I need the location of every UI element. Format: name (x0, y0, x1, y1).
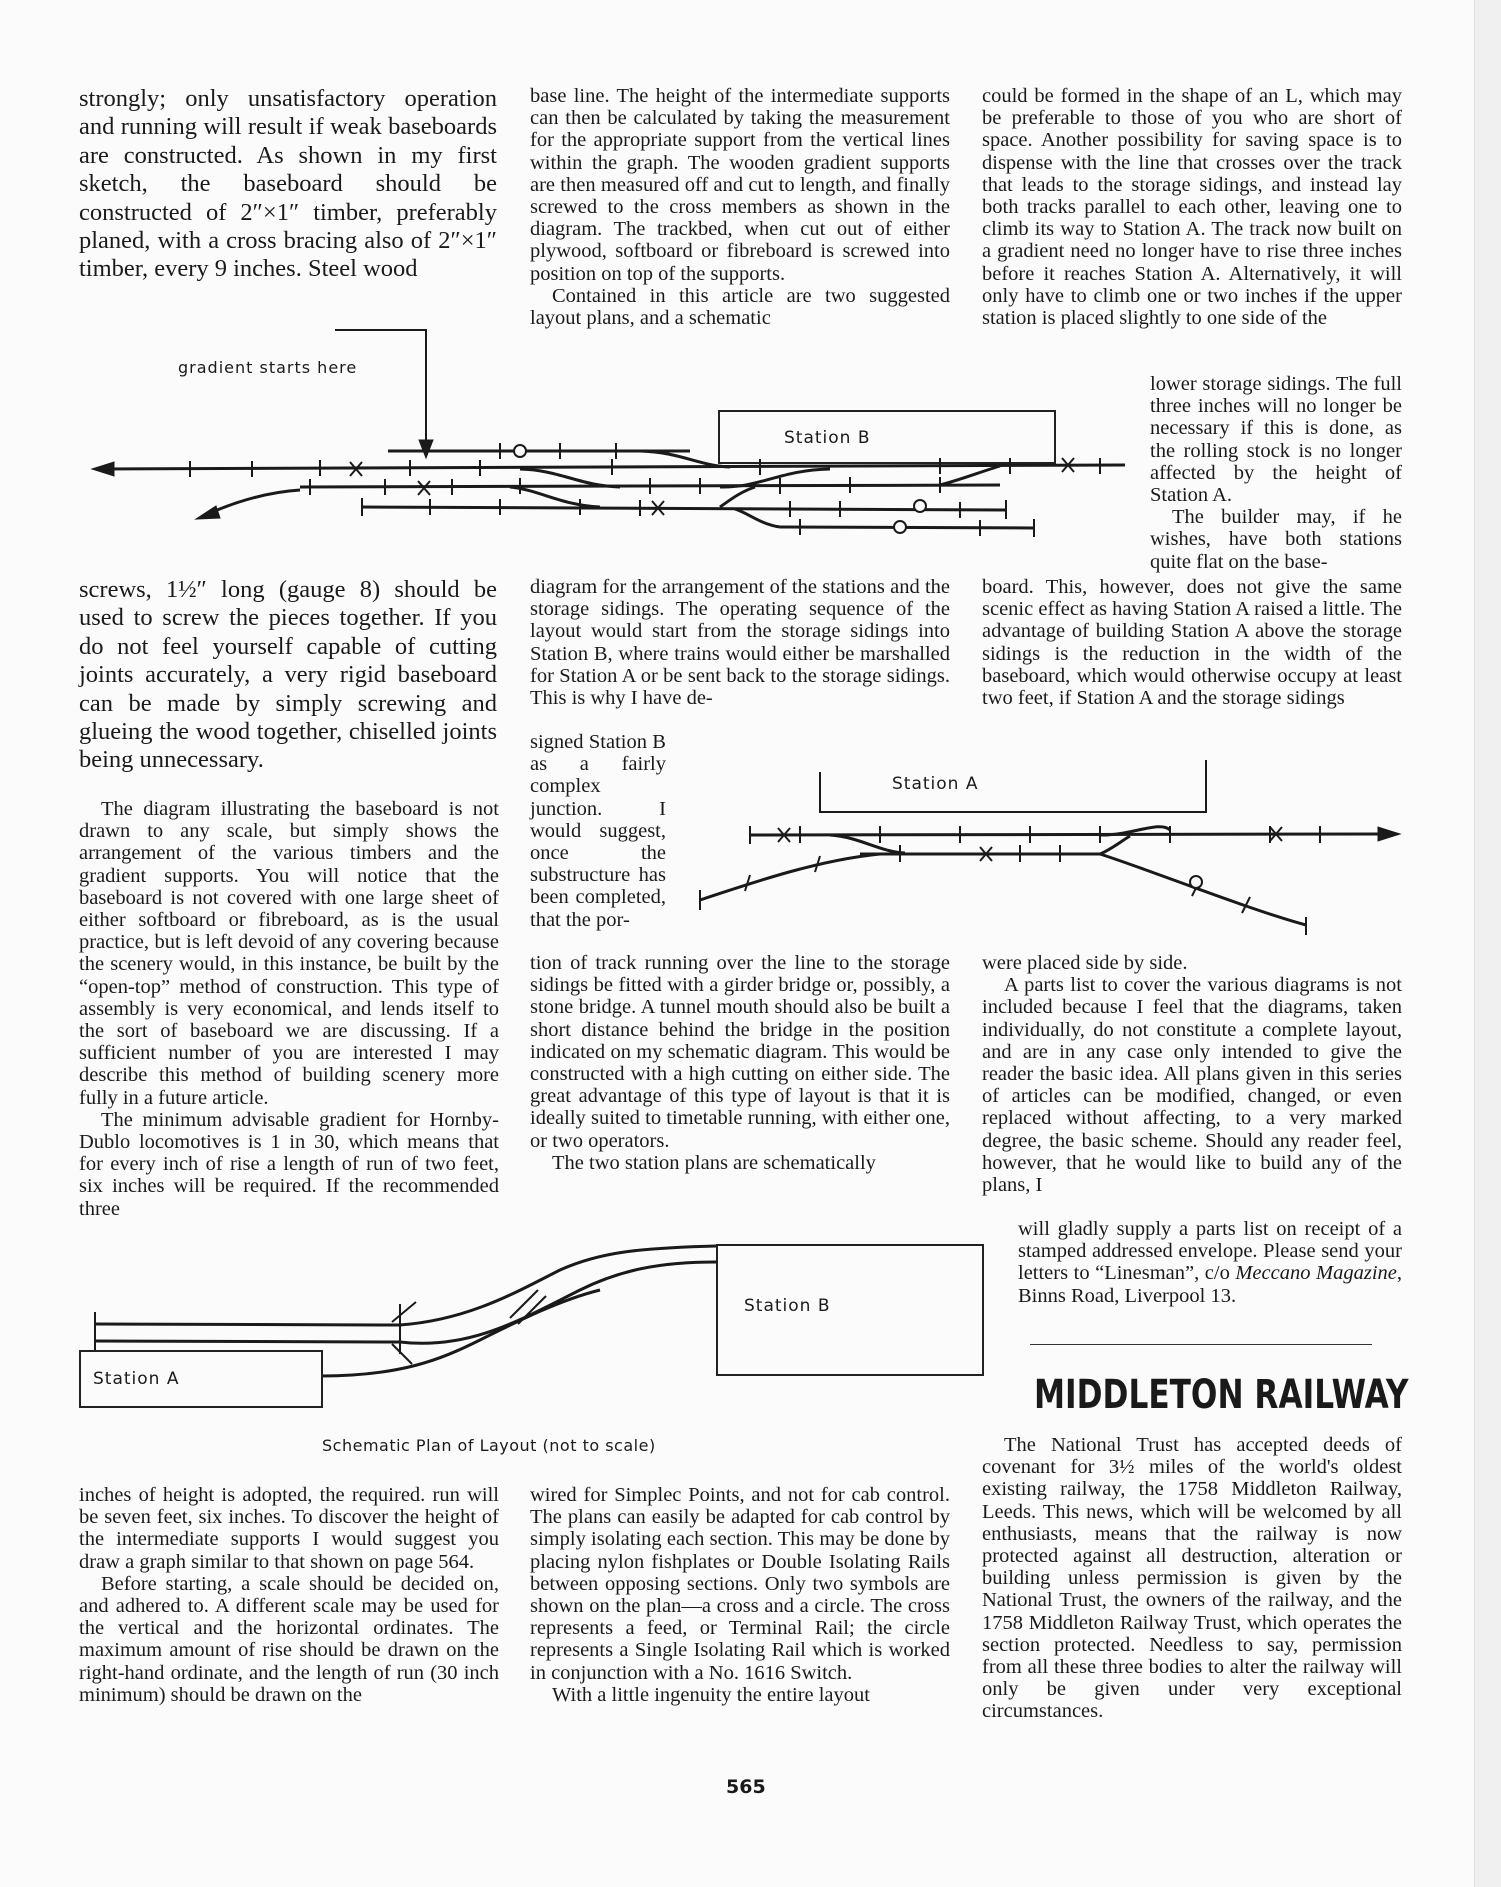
schematic-station-a-label: Station A (93, 1369, 180, 1389)
schematic-station-b-label: Station B (744, 1296, 831, 1316)
schematic-track-to-b-upper (400, 1246, 716, 1325)
paragraph: The minimum advisable gradient for Hornby-Dublo locomotives is 1 in 30, which means that for every inch of rise a length of run of two feet, six inches will be required. If the recommended three (79, 1108, 499, 1220)
paragraph: could be formed in the shape of an L, which may be preferable to those of you who are short of space. Another possibility for saving space is to dispense with the line that crosses over the track that leads to the storage sidings, and instead lay both tracks parallel to each other, leaving one to climb its way to Station A. The track now built on a gradient need no longer have to rise three inches before it reaches Station A. Alternatively, it will only have to climb one or two inches if the upper station is placed slightly to one side of the (982, 85, 1402, 330)
a-crossover-2 (1100, 827, 1170, 835)
fourth-track (780, 527, 1034, 528)
paragraph: wired for Simplec Points, and not for cab control. The plans can easily be adapted for cab control by simply isolating each section. This may be done by placing nylon fishplates or Double Isolating Rails between opposing sections. Only two symbols are shown on the plan—a cross and a circle. The cross represents a feed, or Terminal Rail; the circle represents a Single Isolating Rail which is worked in conjunction with a No. 1616 Switch. (530, 1484, 950, 1684)
paragraph: The National Trust has accepted deeds of covenant for 3½ miles of the world's oldest existing railway, the 1758 Middleton Railway, Leeds. This news, which will be welcomed by all enthusiasts, means that the railway is now protected against all destruction, alteration or building unless permission is given by the National Trust, the owners of the railway, and the 1758 Middleton Railway Trust, which operates the section protected. Needless to say, permission from all these three bodies to alter the railway will only be given under very exceptional circumstances. (982, 1434, 1402, 1723)
col2-mid-text-a (530, 576, 950, 709)
paragraph: Contained in this article are two suggested layout plans, and a schematic (530, 284, 950, 330)
magazine-name: Meccano Magazine (1235, 1262, 1397, 1285)
a-isolating-rail-circle (1190, 876, 1202, 888)
a-join (1100, 836, 1130, 854)
bridge-mark (510, 1290, 538, 1318)
sidebar-title: MIDDLETON RAILWAY (1034, 1372, 1409, 1418)
paragraph: were placed side by side. (982, 952, 1188, 974)
paragraph: diagram for the arrangement of the stations and the storage sidings. The operating sequence of the layout would start from the storage sidings into Station B, where trains would either be marshalled for Station A or be sent back to the storage sidings. This is why I have de- (530, 576, 950, 710)
col3-top-text (982, 85, 1402, 329)
col1-mid-big-text (79, 576, 497, 775)
col2-mid-narrow-text (530, 731, 666, 931)
schematic-track-upper (95, 1324, 400, 1325)
tunnel-mouth-edge (392, 1344, 412, 1364)
col2-bottom-text (530, 1484, 950, 1706)
third-track (362, 507, 1006, 510)
gradient-label: gradient starts here (178, 358, 358, 377)
sidebar-text (982, 1434, 1402, 1723)
paragraph: signed Station B as a fairly complex junction. I would suggest, once the substructure has been completed, that the por- (530, 731, 666, 931)
second-track (300, 485, 1000, 487)
paragraph: A parts list to cover the various diagrams is not included because I feel that the diagrams, taken individually, do not constitute a complete layout, and are in any case only intended to give the reader the basic idea. All plans given in this series of articles can be modified, changed, or even replaced without affecting, to a very marked degree, the basic scheme. Should any reader feel, however, that he would like to build any of the plans, I (982, 974, 1402, 1197)
col1-mid-text (79, 798, 499, 1220)
paragraph: With a little ingenuity the entire layout (552, 1683, 870, 1706)
feed-rail-crosses (350, 458, 1074, 515)
a-track-ticks (745, 826, 1320, 913)
bridge-mark (518, 1296, 546, 1324)
col2-mid-text-b (530, 952, 950, 1174)
col3-mid-text (982, 576, 1402, 709)
text-run: will gladly supply a parts list on receipt of a stamped addressed envelope. Please send your letters to “Linesman”, c/o (1018, 1218, 1402, 1285)
crossover-3 (940, 466, 1000, 485)
schematic-track-to-b-lower (400, 1262, 716, 1343)
a-feed-rail-crosses (778, 827, 1282, 861)
schematic-caption: Schematic Plan of Layout (not to scale) (322, 1436, 656, 1455)
col1-bottom-text (79, 1484, 499, 1706)
paragraph: lower storage sidings. The full three inches will no longer be necessary if this is done, as the rolling stock is no longer affected by the height of Station A. (1150, 373, 1402, 507)
col3-low-text (982, 952, 1402, 1196)
paragraph (1018, 1218, 1402, 1307)
gradient-pointer-line (335, 330, 426, 455)
paragraph: inches of height is adopted, the required. run will be seven feet, six inches. To discover the height of the intermediate supports I would suggest you draw a graph similar to that shown on page 564. (79, 1484, 499, 1573)
fourth-branch-curve (735, 509, 780, 527)
text-run: , Binns Road, Liverpool 13. (1018, 1262, 1402, 1307)
tunnel-mouth-edge (392, 1302, 416, 1322)
lower-branch (210, 490, 300, 513)
crossover-2 (720, 469, 830, 487)
paragraph: The two station plans are schematically (552, 1151, 876, 1174)
station-a-outline (820, 760, 1206, 812)
col1-top-text (79, 85, 497, 284)
paragraph: screws, 1½″ long (gauge 8) should be used to screw the pieces together. If you do not feel yourself capable of cutting joints accurately, a very rigid baseboard can be made by simply screwing and glueing the wood together, chiselled joints being unnecessary. (79, 576, 497, 774)
crossover-1 (520, 469, 620, 487)
paragraph: The diagram illustrating the baseboard is not drawn to any scale, but simply shows the arrangement of the various timbers and the gradient supports. You will notice that the baseboard is not covered with one large sheet of either softboard or fibreboard, as is the usual practice, but is left devoid of any covering because the scenery would, in this instance, be built by the “open-top” method of construction. This type of assembly is very economical, and lends itself to the sort of baseboard we are discussing. If a sufficient number of you are interested I may describe this method of building scenery more fully in a future article. (79, 798, 499, 1109)
paragraph: base line. The height of the intermediate supports can then be calculated by taking the measurement for the appropriate support from the vertical lines within the graph. The wooden gradient supports are then measured off and cut to length, and finally screwed to the cross members as shown in the diagram. The trackbed, when cut out of either plywood, softboard or fibreboard is screwed into position on top of the supports. (530, 85, 950, 285)
gradient-arrow-head (419, 440, 433, 458)
main-line-track (100, 465, 1125, 469)
schematic-track-lower (95, 1341, 400, 1342)
scan-edge (1474, 0, 1501, 1887)
paragraph: Before starting, a scale should be decided on, and adhered to. A different scale may be used for the vertical and the horizontal ordinates. The maximum amount of rise should be drawn on the right-hand ordinate, and the length of run (30 inch minimum) should be drawn on the (79, 1572, 499, 1706)
schematic-track-to-a (320, 1290, 600, 1376)
crossover-5 (720, 487, 755, 507)
station-b-label: Station B (784, 428, 871, 448)
a-branch-right (1100, 854, 1306, 925)
station-b-box (718, 410, 1056, 464)
lower-branch-arrow (196, 506, 220, 519)
a-branch-left (700, 854, 880, 900)
paragraph: tion of track running over the line to the storage sidings be fitted with a girder bridge or, possibly, a stone bridge. A tunnel mouth should also be built a short distance behind the bridge in the position indicated on my schematic diagram. This would be constructed with a high cutting on either side. The great advantage of this type of layout is that it is ideally suited to timetable running, with either one, or two operators. (530, 952, 950, 1152)
station-a-arrow (1378, 827, 1400, 841)
upper-curve (640, 451, 730, 467)
station-a-label: Station A (892, 774, 979, 794)
station-a-main-track (750, 834, 1385, 835)
schematic-station-a-box (79, 1350, 323, 1408)
schematic-station-b-box (716, 1244, 984, 1376)
a-crossover-1 (830, 835, 905, 853)
main-line-arrow (92, 462, 114, 476)
col2-top-text (530, 85, 950, 329)
paragraph: board. This, however, does not give the same scenic effect as having Station A raised a little. The advantage of building Station A above the storage sidings is the reduction in the width of the baseboard, which would otherwise occupy at least two feet, if Station A and the storage sidings (982, 576, 1402, 710)
sidebar-rule (1030, 1344, 1372, 1345)
paragraph: strongly; only unsatisfactory operation and running will result if weak baseboards are constructed. As shown in my first sketch, the baseboard should be constructed of 2″×1″ timber, preferably planed, with a cross bracing also of 2″×1″ timber, every 9 inches. Steel wood (79, 85, 497, 283)
paragraph: The builder may, if he wishes, have both stations quite flat on the base- (1150, 506, 1402, 573)
col3-address-text (1018, 1218, 1402, 1307)
crossover-4 (510, 487, 600, 507)
col3-narrow-text (1150, 373, 1402, 573)
page-number: 565 (726, 1776, 766, 1798)
